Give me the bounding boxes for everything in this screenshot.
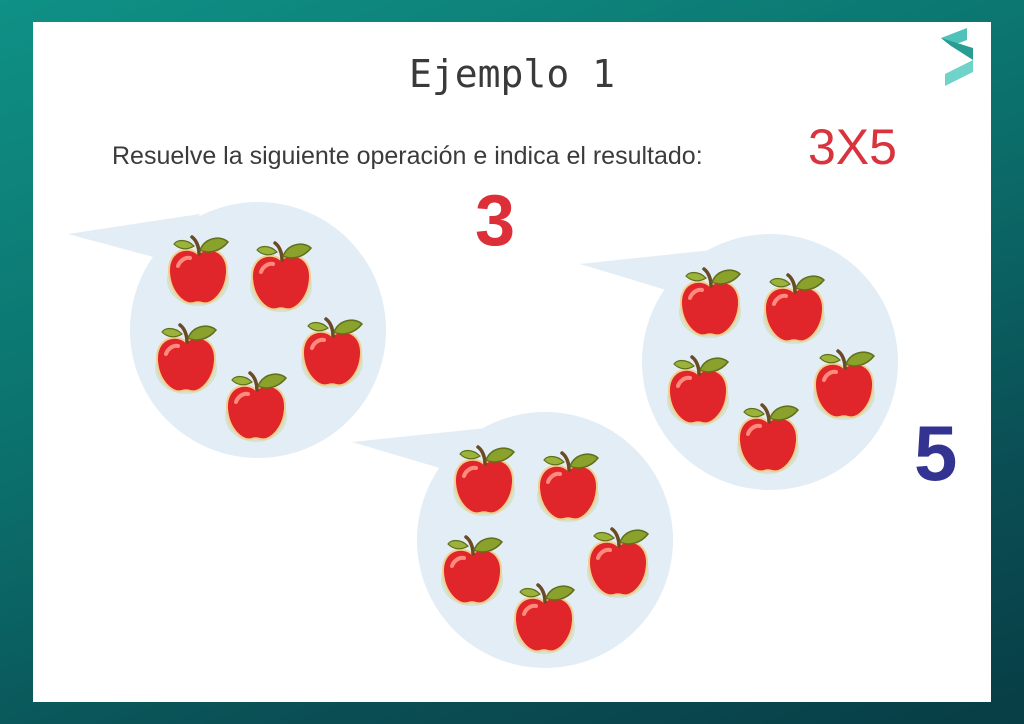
apple-icon (436, 530, 508, 608)
apple-icon (674, 262, 746, 340)
apple-icon (582, 522, 654, 600)
apple-icon (732, 398, 804, 476)
apple-icon (220, 366, 292, 444)
instruction-text: Resuelve la siguiente operación e indica el resultado: (112, 142, 703, 170)
per-group-count-number: 5 (914, 409, 958, 497)
apple-icon (150, 318, 222, 396)
page-title: Ejemplo 1 (409, 52, 615, 96)
operation-text: 3X5 (808, 119, 897, 175)
apple-icon (808, 344, 880, 422)
apple-icon (448, 440, 520, 518)
apple-group-bubble (0, 0, 1, 1)
apple-icon (245, 236, 317, 314)
apple-icon (162, 230, 234, 308)
apple-icon (758, 268, 830, 346)
apple-icon (296, 312, 368, 390)
groups-count-number: 3 (475, 181, 516, 261)
apple-icon (508, 578, 580, 656)
apple-icon (662, 350, 734, 428)
apple-icon (532, 446, 604, 524)
